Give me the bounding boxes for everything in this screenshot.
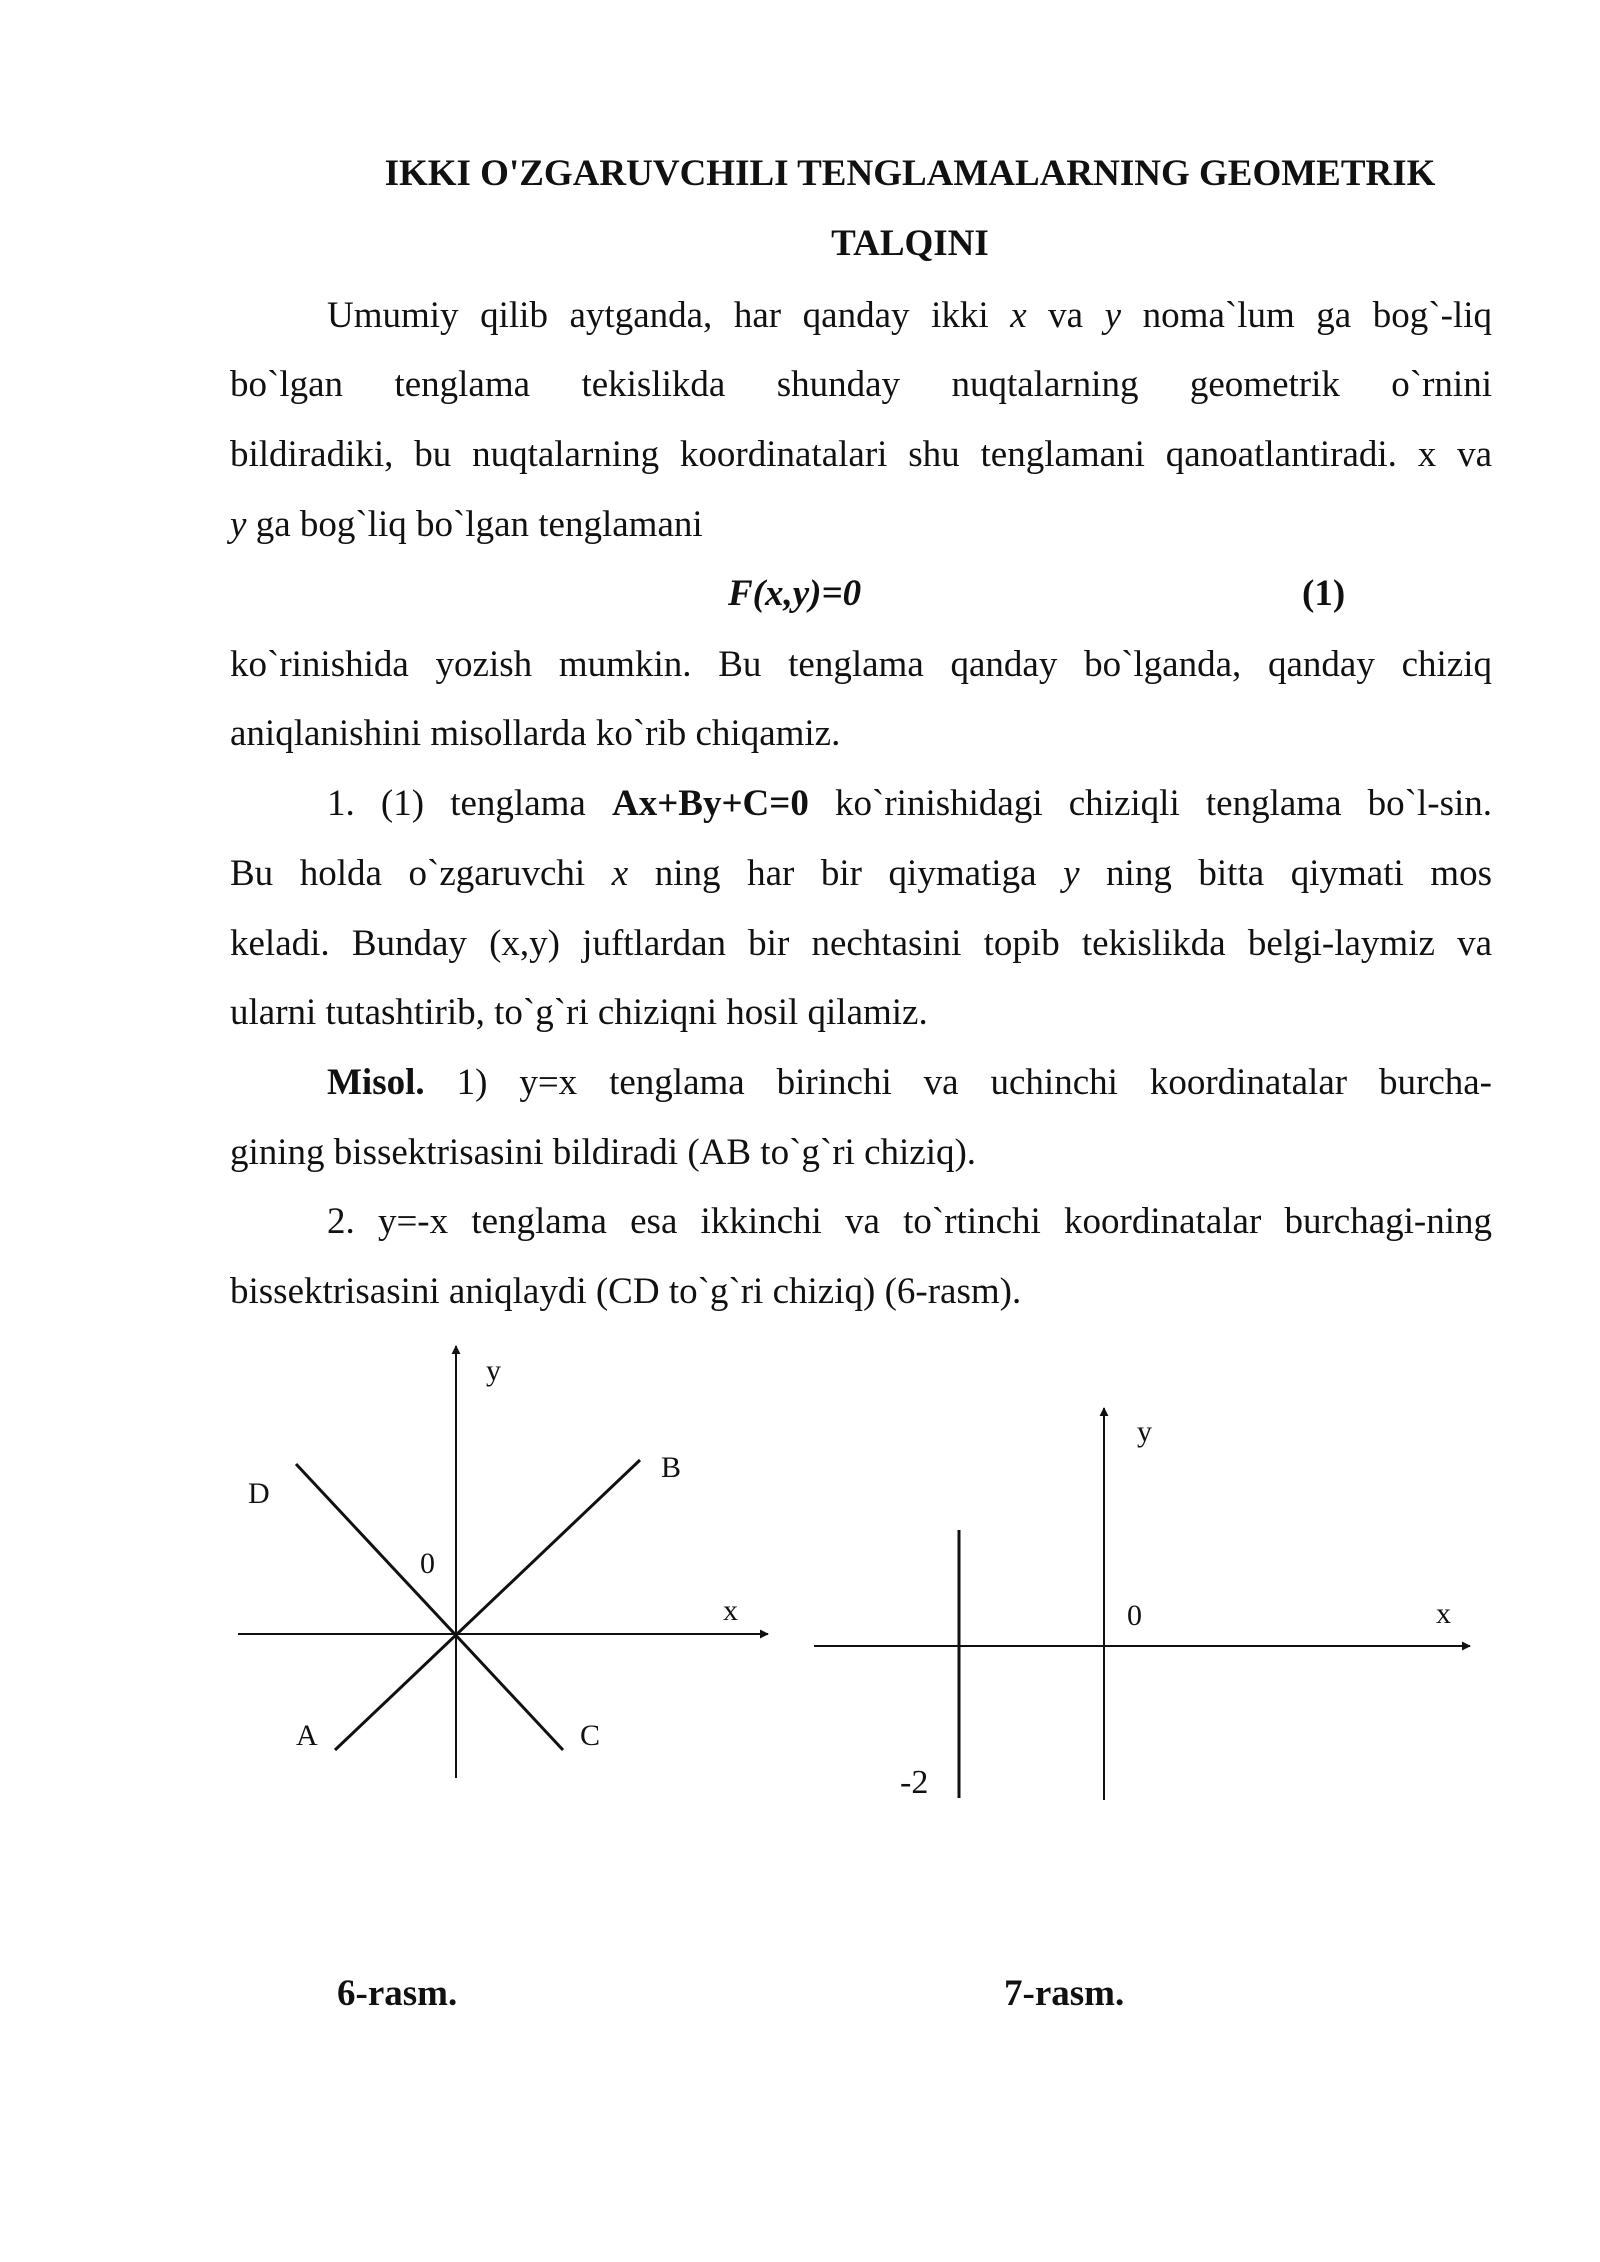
paragraph-1-line-2: bo`lgan tenglama tekislikda shunday nuqtalarning geometrik o`rnini	[230, 364, 1492, 405]
title-line-2: TALQINI	[831, 223, 989, 264]
variable-x: x	[611, 853, 629, 894]
variable-y: y	[230, 504, 247, 545]
figure-7-x-label: x	[1436, 1597, 1451, 1630]
paragraph-3-line-4: ularni tutashtirib, to`g`ri chiziqni hosil qilamiz.	[230, 992, 928, 1033]
figure-6-line-AB	[335, 1460, 640, 1750]
figure-7-caption: 7-rasm.	[1004, 1973, 1125, 2014]
figure-7-origin-label: 0	[1127, 1599, 1142, 1632]
text-run: ning bitta qiymati mos	[1079, 853, 1492, 894]
title-line-1: IKKI O'ZGARUVCHILI TENGLAMALARNING GEOMETRIK	[384, 153, 1436, 194]
text-run: ga bog`liq bo`lgan tenglamani	[246, 504, 703, 545]
text-run: Umumiy qilib aytganda, har qanday ikki	[327, 295, 1011, 336]
misol-label: Misol.	[327, 1062, 425, 1103]
figure-6-caption: 6-rasm.	[337, 1973, 458, 2014]
paragraph-1-line-3: bildiradiki, bu nuqtalarning koordinatalari shu tenglamani qanoatlantiradi. x va	[230, 434, 1492, 475]
paragraph-3-line-3: keladi. Bunday (x,y) juftlardan bir nechtasini topib tekislikda belgi-laymiz va	[230, 923, 1492, 964]
figure-7-value-label: -2	[900, 1764, 929, 1801]
figure-6	[238, 1346, 768, 1778]
linear-equation: Ax+By+C=0	[611, 783, 809, 824]
figure-7	[814, 1408, 1470, 1801]
figure-6-point-C: C	[580, 1719, 601, 1752]
text-run: ko`rinishidagi chiziqli tenglama bo`l-sin.	[808, 783, 1492, 824]
equation: F(x,y)=0	[728, 573, 862, 614]
paragraph-4-line-2: gining bissektrisasini bildiradi (AB to`g`ri chiziq).	[230, 1132, 977, 1173]
paragraph-5-line-1: 2. y=-x tenglama esa ikkinchi va to`rtinchi koordinatalar burchagi-ning	[327, 1201, 1492, 1242]
paragraph-2-line-1: ko`rinishida yozish mumkin. Bu tenglama qanday bo`lganda, qanday chiziq	[230, 644, 1492, 685]
figure-6-x-label: x	[723, 1594, 738, 1627]
variable-y: y	[1104, 295, 1122, 336]
figure-6-line-CD	[296, 1464, 563, 1750]
figure-6-point-A: A	[296, 1719, 318, 1752]
figure-6-point-D: D	[248, 1477, 270, 1510]
text-run: noma`lum ga bog`-liq	[1121, 295, 1492, 336]
figure-6-point-B: B	[661, 1451, 682, 1484]
figure-6-y-label: y	[486, 1354, 501, 1387]
text-run: 1) y=x tenglama birinchi va uchinchi koordinatalar burcha-	[424, 1062, 1492, 1103]
text-run: Bu holda o`zgaruvchi	[230, 853, 612, 894]
figure-7-y-label: y	[1137, 1415, 1152, 1448]
equation-number: (1)	[1302, 573, 1346, 614]
text-run: va	[1026, 295, 1105, 336]
variable-y: y	[1063, 853, 1080, 894]
paragraph-5-line-2: bissektrisasini aniqlaydi (CD to`g`ri chiziq) (6-rasm).	[230, 1271, 1022, 1312]
paragraph-2-line-2: aniqlanishini misollarda ko`rib chiqamiz.	[230, 713, 841, 754]
variable-x: x	[1010, 295, 1027, 336]
text-run: 1. (1) tenglama	[327, 783, 612, 824]
figure-6-origin-label: 0	[420, 1547, 435, 1580]
text-run: ning har bir qiymatiga	[628, 853, 1064, 894]
